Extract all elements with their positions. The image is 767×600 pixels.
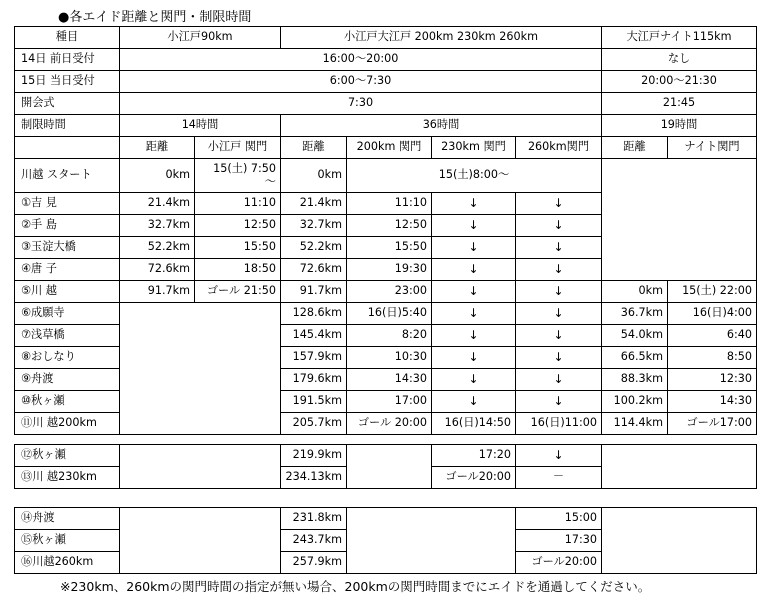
arrow-260: ↓ bbox=[516, 237, 602, 259]
station-name: ⑫秋ヶ瀬 bbox=[15, 445, 120, 467]
gate-90: 18:50 bbox=[195, 259, 281, 281]
col-gate-260: 260km関門 bbox=[516, 137, 602, 159]
arrow-260: ↓ bbox=[516, 281, 602, 303]
dist-200: 21.4km bbox=[281, 193, 347, 215]
gate-200: ゴール 20:00 bbox=[347, 413, 432, 435]
blank-night bbox=[602, 508, 757, 574]
dist-200: 157.9km bbox=[281, 347, 347, 369]
dist-200: 257.9km bbox=[281, 552, 347, 574]
dist-200: 52.2km bbox=[281, 237, 347, 259]
dist-90: 72.6km bbox=[120, 259, 195, 281]
gate-200: 11:10 bbox=[347, 193, 432, 215]
info-label: 制限時間 bbox=[15, 115, 120, 137]
dist-night: 114.4km bbox=[602, 413, 668, 435]
gate-night: 16(日)4:00 bbox=[668, 303, 757, 325]
row-230-1 bbox=[15, 445, 757, 467]
blank-90 bbox=[120, 445, 281, 489]
col-night-gate: ナイト関門 bbox=[668, 137, 757, 159]
gate-200: 23:00 bbox=[347, 281, 432, 303]
station-name: ⑮秋ヶ瀬 bbox=[15, 530, 120, 552]
info-row-prev-day bbox=[15, 49, 757, 71]
column-header-row bbox=[15, 137, 757, 159]
arrow-260: ↓ bbox=[516, 193, 602, 215]
dist-90: 32.7km bbox=[120, 215, 195, 237]
arrow-260: ↓ bbox=[516, 445, 602, 467]
gate-230: 17:20 bbox=[432, 445, 516, 467]
gate-200: 15:50 bbox=[347, 237, 432, 259]
gate-230: 16(日)14:50 bbox=[432, 413, 516, 435]
arrow-260: ↓ bbox=[516, 391, 602, 413]
arrow-230: ↓ bbox=[432, 391, 516, 413]
limit-200: 36時間 bbox=[281, 115, 602, 137]
station-name: ②手 島 bbox=[15, 215, 120, 237]
gate-200: 17:00 bbox=[347, 391, 432, 413]
arrow-230: ↓ bbox=[432, 325, 516, 347]
station-name: ①吉 見 bbox=[15, 193, 120, 215]
start-row bbox=[15, 159, 757, 193]
course-200-260km: 小江戸大江戸 200km 230km 260km bbox=[281, 27, 602, 49]
dist-200: 91.7km bbox=[281, 281, 347, 303]
col-gate-230: 230km 関門 bbox=[432, 137, 516, 159]
dist-night: 54.0km bbox=[602, 325, 668, 347]
blank-90 bbox=[120, 508, 281, 574]
dist-night: 100.2km bbox=[602, 391, 668, 413]
dist-200: 234.13km bbox=[281, 467, 347, 489]
footnote: ※230km、260kmの関門時間の指定が無い場合、200kmの関門時間までにエイドを通過してください。 bbox=[60, 579, 651, 594]
station-name: ⑭舟渡 bbox=[15, 508, 120, 530]
gate-90: ゴール 21:50 bbox=[195, 281, 281, 303]
blank-90 bbox=[120, 303, 281, 435]
arrow-230: ↓ bbox=[432, 369, 516, 391]
gate-night: 14:30 bbox=[668, 391, 757, 413]
info-night: 20:00～21:30 bbox=[602, 71, 757, 93]
course-90km: 小江戸90km bbox=[120, 27, 281, 49]
dist-200: 145.4km bbox=[281, 325, 347, 347]
info-label: 15日 当日受付 bbox=[15, 71, 120, 93]
station-name: ⑪川 越200km bbox=[15, 413, 120, 435]
info-label: 14日 前日受付 bbox=[15, 49, 120, 71]
gate-200: 8:20 bbox=[347, 325, 432, 347]
station-name: ⑬川 越230km bbox=[15, 467, 120, 489]
dist-90: 0km bbox=[120, 159, 195, 193]
info-night: なし bbox=[602, 49, 757, 71]
station-name: ⑧おしなり bbox=[15, 347, 120, 369]
table-260km bbox=[14, 507, 757, 574]
dist-90: 52.2km bbox=[120, 237, 195, 259]
dist-night: 88.3km bbox=[602, 369, 668, 391]
gate-night: 6:40 bbox=[668, 325, 757, 347]
gate-90: 11:10 bbox=[195, 193, 281, 215]
gate-200: 19:30 bbox=[347, 259, 432, 281]
station-name: ④唐 子 bbox=[15, 259, 120, 281]
dist-200: 219.9km bbox=[281, 445, 347, 467]
gate-night: 15(土) 22:00 bbox=[668, 281, 757, 303]
arrow-230: ↓ bbox=[432, 347, 516, 369]
aid-row-6 bbox=[15, 303, 757, 325]
gate-200: 10:30 bbox=[347, 347, 432, 369]
dist-200: 0km bbox=[281, 159, 347, 193]
col-dist-200: 距離 bbox=[281, 137, 347, 159]
arrow-230: ↓ bbox=[432, 237, 516, 259]
arrow-260: ↓ bbox=[516, 303, 602, 325]
dist-200: 243.7km bbox=[281, 530, 347, 552]
info-row-opening bbox=[15, 93, 757, 115]
col-dist-night: 距離 bbox=[602, 137, 668, 159]
col-dist-90: 距離 bbox=[120, 137, 195, 159]
arrow-230: ↓ bbox=[432, 303, 516, 325]
gate-200: 12:50 bbox=[347, 215, 432, 237]
info-main: 7:30 bbox=[120, 93, 602, 115]
dash-260: － bbox=[516, 467, 602, 489]
limit-90: 14時間 bbox=[120, 115, 281, 137]
info-row-time-limit bbox=[15, 115, 757, 137]
gate-260: 16(日)11:00 bbox=[516, 413, 602, 435]
main-schedule-table bbox=[14, 26, 757, 435]
station-name: ⑦浅草橋 bbox=[15, 325, 120, 347]
gate-260: 17:30 bbox=[516, 530, 602, 552]
station-name: ⑯川越260km bbox=[15, 552, 120, 574]
arrow-260: ↓ bbox=[516, 325, 602, 347]
night-blank bbox=[602, 159, 757, 281]
page-title: ●各エイド距離と関門・制限時間 bbox=[58, 10, 252, 25]
gate-night: ゴール17:00 bbox=[668, 413, 757, 435]
info-night: 21:45 bbox=[602, 93, 757, 115]
dist-200: 72.6km bbox=[281, 259, 347, 281]
station-name: ⑤川 越 bbox=[15, 281, 120, 303]
blank-night bbox=[602, 445, 757, 489]
blank-cell bbox=[15, 137, 120, 159]
dist-night: 36.7km bbox=[602, 303, 668, 325]
dist-200: 191.5km bbox=[281, 391, 347, 413]
dist-200: 179.6km bbox=[281, 369, 347, 391]
info-main: 6:00～7:30 bbox=[120, 71, 602, 93]
dist-200: 32.7km bbox=[281, 215, 347, 237]
gate-200: 16(日)5:40 bbox=[347, 303, 432, 325]
arrow-230: ↓ bbox=[432, 215, 516, 237]
gate-230: ゴール20:00 bbox=[432, 467, 516, 489]
info-label: 開会式 bbox=[15, 93, 120, 115]
gate-night: 12:30 bbox=[668, 369, 757, 391]
info-row-same-day bbox=[15, 71, 757, 93]
header-row bbox=[15, 27, 757, 49]
dist-90: 21.4km bbox=[120, 193, 195, 215]
blank-200-gate bbox=[347, 445, 432, 489]
dist-200: 128.6km bbox=[281, 303, 347, 325]
arrow-230: ↓ bbox=[432, 193, 516, 215]
gate-90: 15(土) 7:50 ～ bbox=[195, 159, 281, 193]
dist-night: 66.5km bbox=[602, 347, 668, 369]
table-230km bbox=[14, 444, 757, 489]
gate-night: 8:50 bbox=[668, 347, 757, 369]
blank-gates bbox=[347, 508, 516, 574]
dist-90: 91.7km bbox=[120, 281, 195, 303]
arrow-260: ↓ bbox=[516, 369, 602, 391]
dist-night: 0km bbox=[602, 281, 668, 303]
gate-90: 12:50 bbox=[195, 215, 281, 237]
gate-260: 15:00 bbox=[516, 508, 602, 530]
station-name: 川越 スタート bbox=[15, 159, 120, 193]
row-260-1 bbox=[15, 508, 757, 530]
col-koedo-gate: 小江戸 関門 bbox=[195, 137, 281, 159]
aid-row-5 bbox=[15, 281, 757, 303]
station-name: ⑥成願寺 bbox=[15, 303, 120, 325]
arrow-260: ↓ bbox=[516, 347, 602, 369]
station-name: ⑨舟渡 bbox=[15, 369, 120, 391]
station-name: ③玉淀大橋 bbox=[15, 237, 120, 259]
arrow-230: ↓ bbox=[432, 259, 516, 281]
info-main: 16:00～20:00 bbox=[120, 49, 602, 71]
dist-200: 205.7km bbox=[281, 413, 347, 435]
course-night-115km: 大江戸ナイト115km bbox=[602, 27, 757, 49]
arrow-260: ↓ bbox=[516, 215, 602, 237]
gate-90: 15:50 bbox=[195, 237, 281, 259]
col-gate-200: 200km 関門 bbox=[347, 137, 432, 159]
gate-260: ゴール20:00 bbox=[516, 552, 602, 574]
arrow-260: ↓ bbox=[516, 259, 602, 281]
station-name: ⑩秋ヶ瀬 bbox=[15, 391, 120, 413]
start-time-200: 15(土)8:00～ bbox=[347, 159, 602, 193]
dist-200: 231.8km bbox=[281, 508, 347, 530]
arrow-230: ↓ bbox=[432, 281, 516, 303]
gate-200: 14:30 bbox=[347, 369, 432, 391]
type-label: 種目 bbox=[15, 27, 120, 49]
limit-night: 19時間 bbox=[602, 115, 757, 137]
